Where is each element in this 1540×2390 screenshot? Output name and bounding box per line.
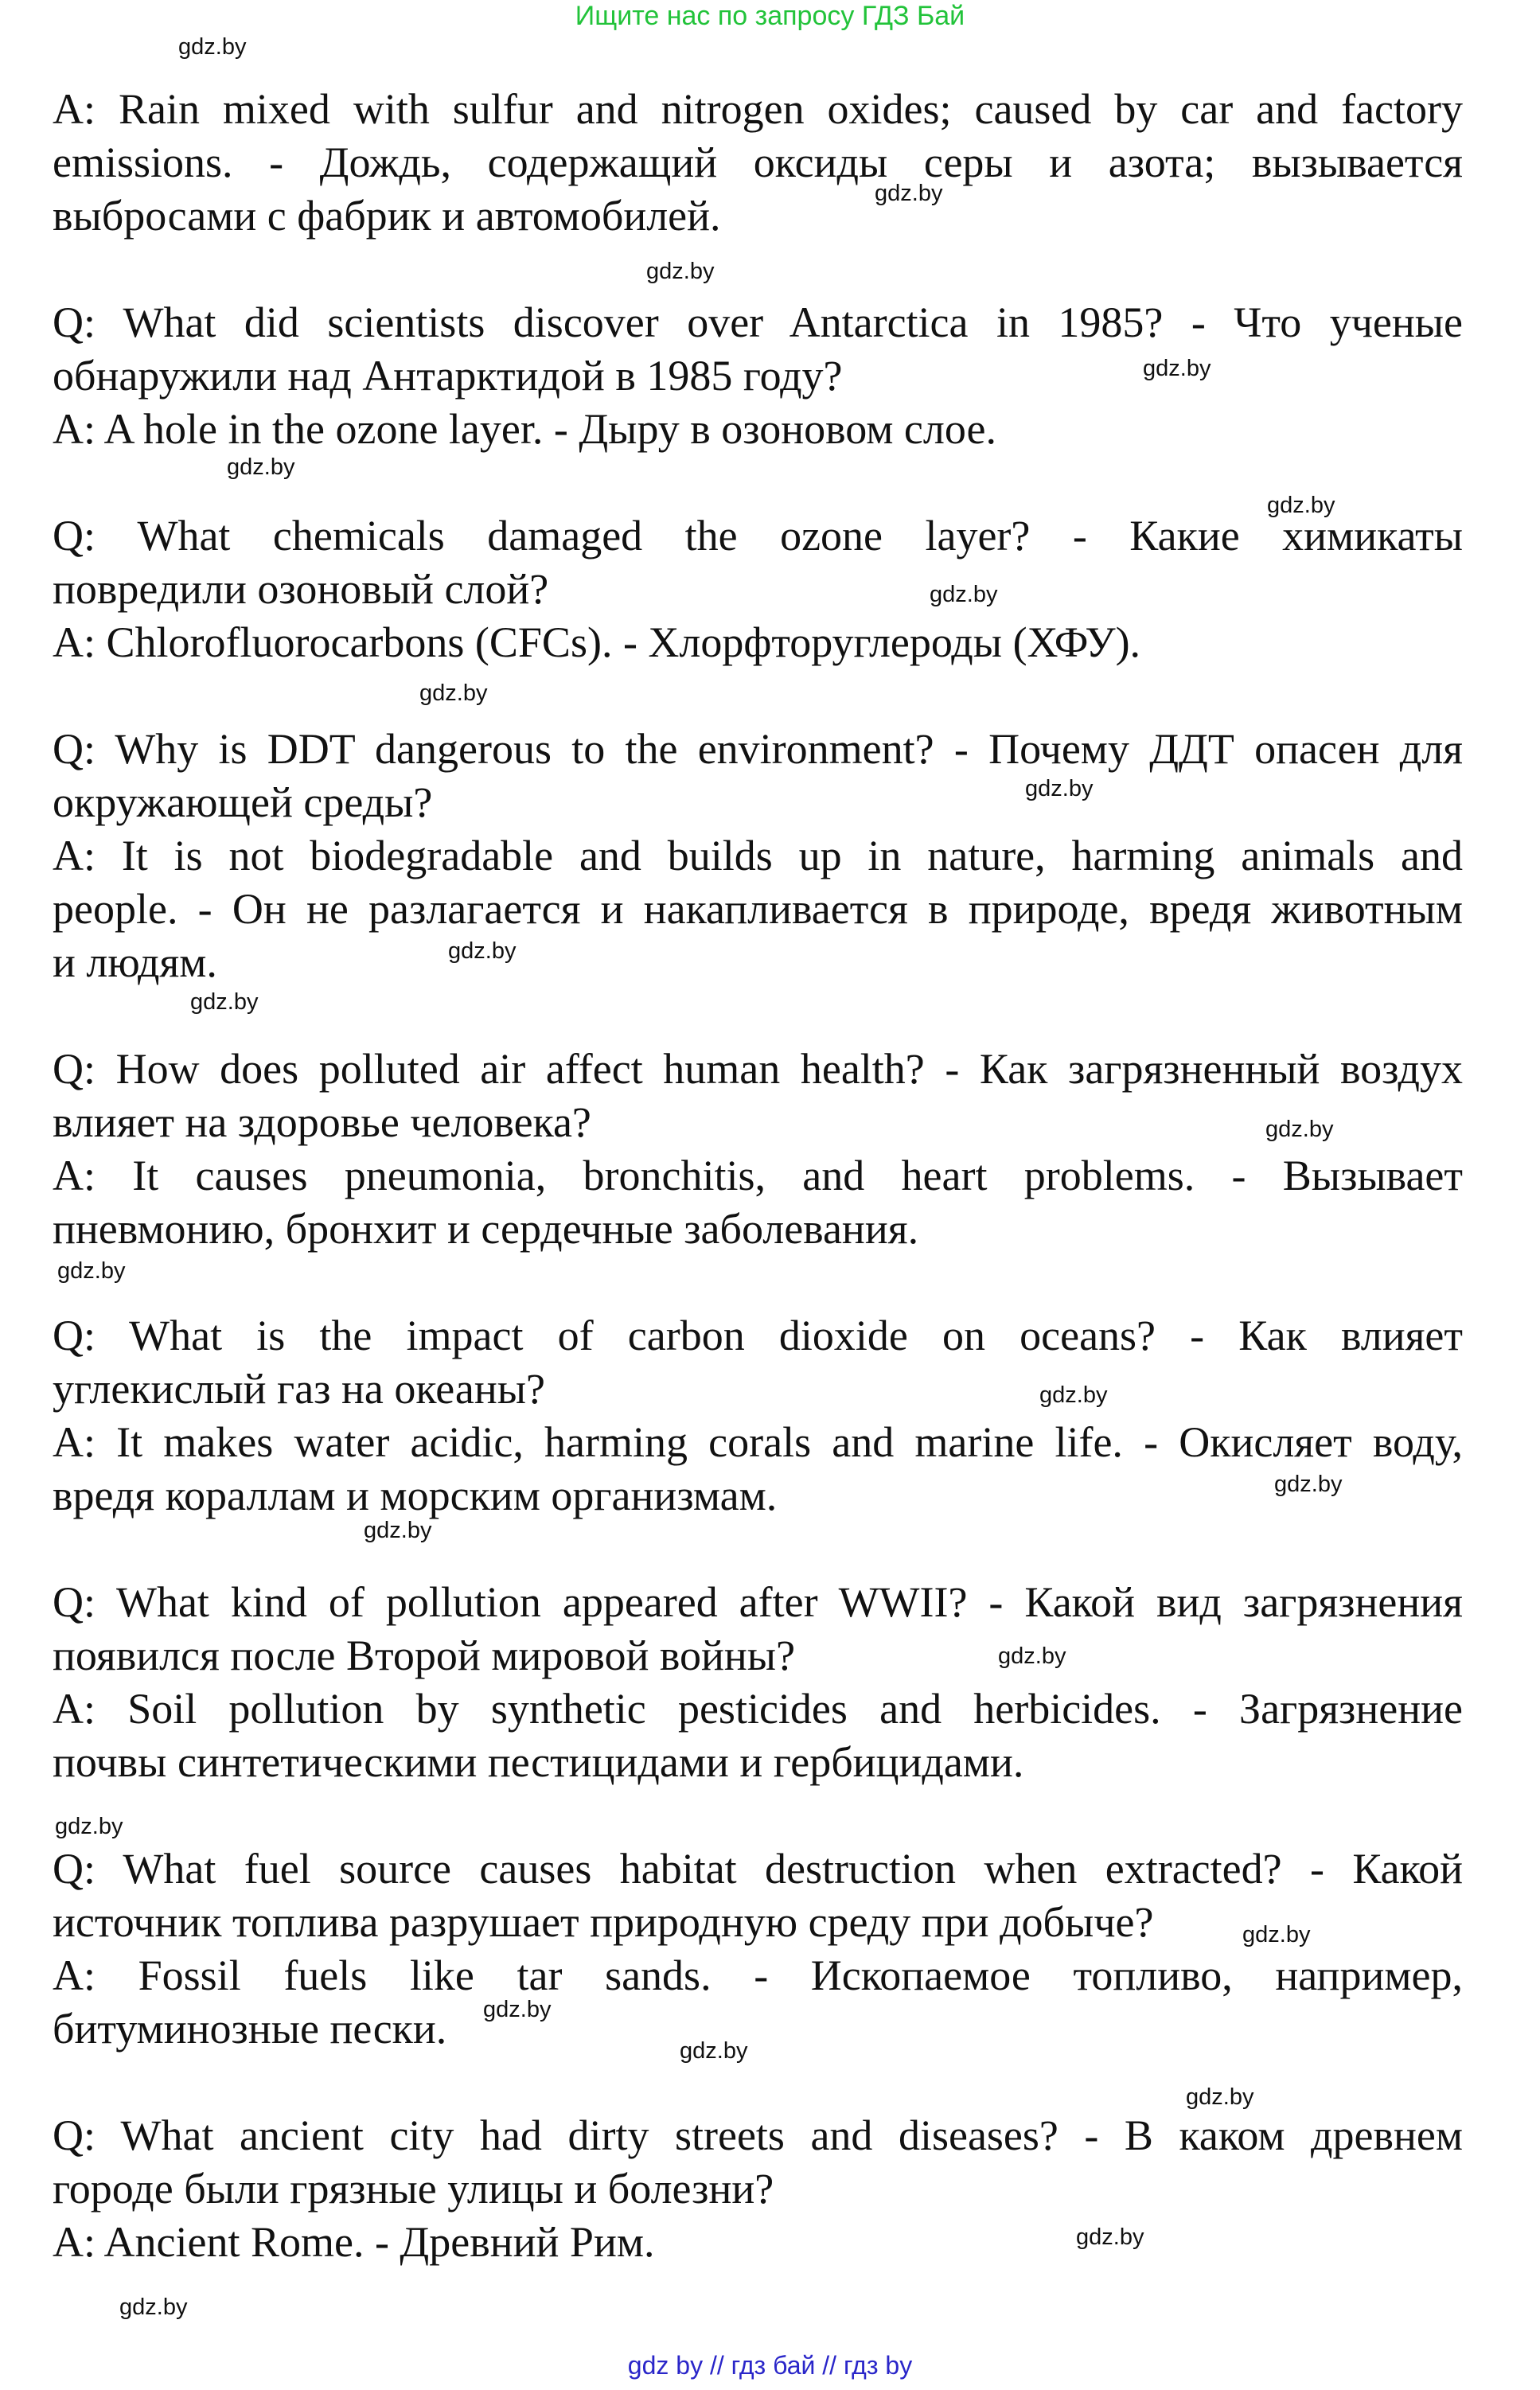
watermark: gdz.by <box>875 181 943 206</box>
watermark: gdz.by <box>119 2294 188 2320</box>
question-line: повредили озоновый слой? <box>53 565 549 613</box>
answer-line: A: Fossil fuels like tar sands. - Ископаемое топливо, например, <box>53 1951 1463 1999</box>
answer-line: выбросами с фабрик и автомобилей. <box>53 192 721 240</box>
question-line: Q: Why is DDT dangerous to the environment? - Почему ДДТ опасен для <box>53 725 1463 773</box>
watermark: gdz.by <box>930 582 998 607</box>
answer-line: A: It causes pneumonia, bronchitis, and heart problems. - Вызывает <box>53 1152 1463 1199</box>
answer-line: A: It makes water acidic, harming corals and marine life. - Окисляет воду, <box>53 1418 1463 1466</box>
watermark: gdz.by <box>1186 2084 1254 2110</box>
question-line: Q: What ancient city had dirty streets and diseases? - В каком древнем <box>53 2111 1463 2159</box>
answer-line: A: Soil pollution by synthetic pesticides and herbicides. - Загрязнение <box>53 1685 1463 1733</box>
watermark: gdz.by <box>680 2038 748 2064</box>
question-line: Q: What fuel source causes habitat destruction when extracted? - Какой <box>53 1845 1463 1893</box>
watermark: gdz.by <box>190 989 259 1015</box>
top-banner[interactable]: Ищите нас по запросу ГДЗ Бай <box>575 1 965 31</box>
answer-line: пневмонию, бронхит и сердечные заболевания. <box>53 1205 919 1253</box>
watermark: gdz.by <box>1076 2224 1144 2250</box>
watermark: gdz.by <box>178 34 247 60</box>
answer-line: битуминозные пески. <box>53 2005 447 2053</box>
question-line: Q: What chemicals damaged the ozone layer? - Какие химикаты <box>53 512 1463 559</box>
answer-line: почвы синтетическими пестицидами и гербицидами. <box>53 1738 1024 1786</box>
watermark: gdz.by <box>646 259 715 284</box>
answer-line: A: It is not biodegradable and builds up in nature, harming animals and <box>53 832 1463 879</box>
watermark: gdz.by <box>998 1643 1066 1669</box>
answer-line: A: Rain mixed with sulfur and nitrogen oxides; caused by car and factory <box>53 85 1463 133</box>
answer-line: emissions. - Дождь, содержащий оксиды серы и азота; вызывается <box>53 138 1463 186</box>
watermark: gdz.by <box>483 1997 552 2022</box>
question-line: Q: What kind of pollution appeared after WWII? - Какой вид загрязнения <box>53 1578 1463 1626</box>
watermark: gdz.by <box>1143 356 1211 381</box>
question-line: Q: How does polluted air affect human health? - Как загрязненный воздух <box>53 1045 1463 1093</box>
watermark: gdz.by <box>419 680 488 706</box>
question-line: влияет на здоровье человека? <box>53 1098 591 1146</box>
question-line: Q: What did scientists discover over Antarctica in 1985? - Что ученые <box>53 298 1463 346</box>
answer-line: A: Ancient Rome. - Древний Рим. <box>53 2218 655 2266</box>
watermark: gdz.by <box>448 938 517 964</box>
watermark: gdz.by <box>55 1814 123 1839</box>
watermark: gdz.by <box>1265 1117 1334 1142</box>
watermark: gdz.by <box>57 1258 126 1284</box>
question-line: окружающей среды? <box>53 778 433 826</box>
question-line: городе были грязные улицы и болезни? <box>53 2165 774 2213</box>
watermark: gdz.by <box>1242 1922 1311 1947</box>
watermark: gdz.by <box>1025 776 1094 801</box>
watermark: gdz.by <box>364 1518 432 1543</box>
question-line: Q: What is the impact of carbon dioxide on oceans? - Как влияет <box>53 1312 1463 1359</box>
question-line: обнаружили над Антарктидой в 1985 году? <box>53 352 843 400</box>
answer-line: и людям. <box>53 938 217 986</box>
answer-line: A: A hole in the ozone layer. - Дыру в озоновом слое. <box>53 405 996 453</box>
answer-line: A: Chlorofluorocarbons (CFCs). - Хлорфторуглероды (ХФУ). <box>53 618 1141 666</box>
answer-line: вредя кораллам и морским организмам. <box>53 1472 778 1519</box>
question-line: углекислый газ на океаны? <box>53 1365 545 1413</box>
watermark: gdz.by <box>227 454 295 480</box>
question-line: источник топлива разрушает природную среду при добыче? <box>53 1898 1154 1946</box>
question-line: появился после Второй мировой войны? <box>53 1632 796 1679</box>
watermark: gdz.by <box>1274 1472 1343 1497</box>
answer-line: people. - Он не разлагается и накапливается в природе, вредя животным <box>53 885 1463 933</box>
watermark: gdz.by <box>1039 1382 1108 1408</box>
footer-links[interactable]: gdz by // гдз бай // гдз by <box>627 2351 913 2380</box>
watermark: gdz.by <box>1267 493 1335 518</box>
